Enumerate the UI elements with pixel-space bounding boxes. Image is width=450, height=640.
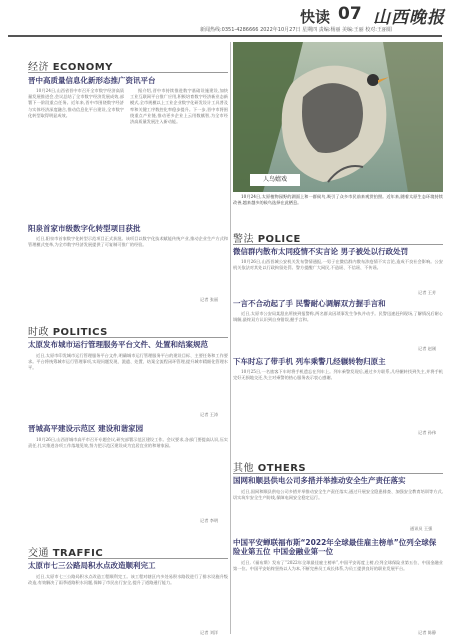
news-photo <box>233 42 443 192</box>
article-headline: 太原发布城市运行管理服务平台文件、处置和结案规范 <box>28 340 208 349</box>
masthead <box>0 0 450 36</box>
section-title-police <box>233 230 301 245</box>
article-headline: 一言不合动起了手 民警耐心调解双方握手言和 <box>233 299 386 308</box>
section-rule <box>233 473 443 474</box>
article-byline: 记者 王芳 <box>418 290 437 295</box>
article-headline: 中国平安蝉联福布斯“2022年全球最佳雇主榜单”位列全球保险业第五位 中国金融业第一位 <box>233 538 437 556</box>
article-body <box>28 236 228 296</box>
article-body <box>28 88 124 215</box>
article-headline: 微信群内散布太同疫情不实言论 男子被处以行政处罚 <box>233 247 409 256</box>
article-body <box>233 560 443 630</box>
article-body <box>233 489 443 525</box>
bird-photo-illustration <box>233 42 443 192</box>
article-body <box>28 353 228 411</box>
section-rule <box>233 244 443 245</box>
section-title-cn: 时政 <box>28 327 49 338</box>
article-headline: 晋中高质量信息化新形态推广资讯平台 <box>28 76 156 85</box>
article-headline: 下车时忘了带手机 列车乘警几经辗转物归原主 <box>233 357 386 366</box>
caption-paragraph: 10月24日,太原植物园野的湖面上和一群候鸟,吸引了众多市民前来观赏拍照。近年来,随着太原生态环境持续改善,越来越多的候鸟选择在此栖息。 <box>233 194 443 206</box>
section-title-en: POLICE <box>257 234 301 245</box>
section-title-cn: 经济 <box>28 62 49 73</box>
article-byline: 记者 赵刚 <box>418 346 437 351</box>
article-byline: 记者 刘洋 <box>200 630 219 635</box>
section-title-cn: 交通 <box>28 548 49 559</box>
article-byline: 记者 李明 <box>200 518 219 523</box>
article-body <box>130 88 228 215</box>
article-headline: 国网和顺县供电公司多措并举推动安全生产责任落实 <box>233 476 406 485</box>
photo-caption <box>233 194 443 224</box>
section-title-cn: 其他 <box>233 463 254 474</box>
article-headline: 晋城高平建设示范区 建设和谐家园 <box>28 424 144 433</box>
section-name: 快读 <box>300 8 331 26</box>
article-body <box>233 369 443 429</box>
section-rule <box>28 558 228 559</box>
article-byline: 记者 陈静 <box>418 630 437 635</box>
article-body <box>233 311 443 345</box>
article-paragraph: 近日,《福布斯》发布了“2022年全球最佳雇主榜单”,中国平安再度上榜,位列全球保险业第五位、中国金融业第一位。中国平安始终坚持以人为本,不断完善员工成长体系,为员工提供良好的职业发展平台。 <box>233 560 443 572</box>
article-paragraph: 10月26日,山西晋城市高平市召开专题会议,研究部署示范区建设工作。会议要求,各部门要提高认识,压实责任,扎实推进各项工作落地见效,努力把示范区建设成为宜居宜业的和谐家园。 <box>28 437 228 449</box>
article-paragraph: 近日,太原市公安局某派出所接到报警称,两名群众因琐事发生争执并动手。民警迅速赶到现场,了解情况后耐心调解,最终双方认识到自身错误,握手言和。 <box>233 311 443 323</box>
section-title-en: OTHERS <box>257 463 307 474</box>
article-paragraph: 10月25日,一名旅客下车时将手机遗忘在列车上。列车乘警发现后,通过多方联系,几经辗转找到失主,并将手机完好无损地交还,失主对乘警的热心服务表示衷心感谢。 <box>233 369 443 381</box>
article-byline: 记者 王涛 <box>200 412 219 417</box>
section-title-en: ECONOMY <box>52 62 113 73</box>
article-paragraph: 近日,太原市印发城市运行管理服务平台文件,明确城市运行管理服务平台的建设目标、主要任务和工作要求。平台将统筹城市运行管理事项,实现问题发现、派遣、处置、结案全流程闭环管理,提升城市精细化管理水平。 <box>28 353 228 371</box>
article-paragraph: 近日,国网和顺县供电公司多措并举推动安全生产责任落实,通过开展安全隐患排查、加强安全教育培训等方式,切实筑牢安全生产防线,保障电网安全稳定运行。 <box>233 489 443 501</box>
section-title-politics <box>28 323 108 338</box>
section-rule <box>28 337 228 338</box>
article-paragraph: 近日,太原市七三公路局积水点改造工程顺利完工。该工程对辖区内多处易积水路段进行了排水设施升级改造,有效解决了雨季道路积水问题,保障了市民出行安全,提升了道路通行能力。 <box>28 574 228 586</box>
masthead-rule <box>8 35 442 37</box>
column-divider <box>230 42 231 634</box>
section-title-economy <box>28 58 113 73</box>
section-rule <box>28 72 228 73</box>
article-paragraph: 近日,阳泉市首家数字化转型示范项目正式获批。该项目以数字化技术赋能传统产业,推动企业生产方式和管理模式变革,为全市数字经济发展提供了可复制可推广的经验。 <box>28 236 228 248</box>
article-paragraph: 10月26日,山西晋城公安机关发布警情通报,一男子在微信群内散布涉疫情不实言论,造成不良社会影响。公安机关依法对其处以行政拘留处罚。警方提醒广大网民,不造谣、不信谣、不传谣。 <box>233 259 443 271</box>
section-title-en: POLITICS <box>52 327 108 338</box>
article-byline: 通讯员 王强 <box>410 526 433 531</box>
article-headline: 阳泉首家市级数字化转型项目获批 <box>28 224 141 233</box>
article-paragraph: 据介绍,晋中市持续推进数字基础设施建设,加快工业互联网平台推广应用,积极培育数字经济新业态新模式,全市规模以上工业企业数字化研发设计工具普及率和关键工序数控化率稳步提升。下一步,晋中市将围绕重点产业链,推动更多企业上云用数赋智,为全市经济高质量发展注入新动能。 <box>130 88 228 125</box>
section-title-en: TRAFFIC <box>52 548 104 559</box>
section-title-others <box>233 459 306 474</box>
masthead-meta: 新闻热线:0351-4286666 2022年10月27日 星期四 责编:杨丽 美编:王丽 校对:王丽娟 <box>200 27 392 33</box>
paper-logo: 山西晚报 <box>373 8 445 28</box>
caption-text <box>233 194 443 224</box>
page-number: 07 <box>338 4 362 24</box>
article-body <box>28 437 228 517</box>
article-body <box>28 574 228 630</box>
section-title-traffic <box>28 544 103 559</box>
article-headline: 太原市七三公路局积水点改造顺利完工 <box>28 561 156 570</box>
article-body <box>233 259 443 289</box>
article-paragraph: 10月24日,山西省晋中市召开全市数字经济高质量发展推进会,会议总结了全市数字经济发展成效,部署下一阶段重点任务。近年来,晋中市围绕数字经济与实体经济深度融合,推动信息化平台建设,全市数字化转型取得明显成效。 <box>28 88 124 118</box>
article-byline: 记者 孙伟 <box>418 430 437 435</box>
article-byline: 记者 张丽 <box>200 297 219 302</box>
section-title-cn: 警法 <box>233 234 254 245</box>
photo-label: 人鸟嬉戏 <box>250 174 300 186</box>
